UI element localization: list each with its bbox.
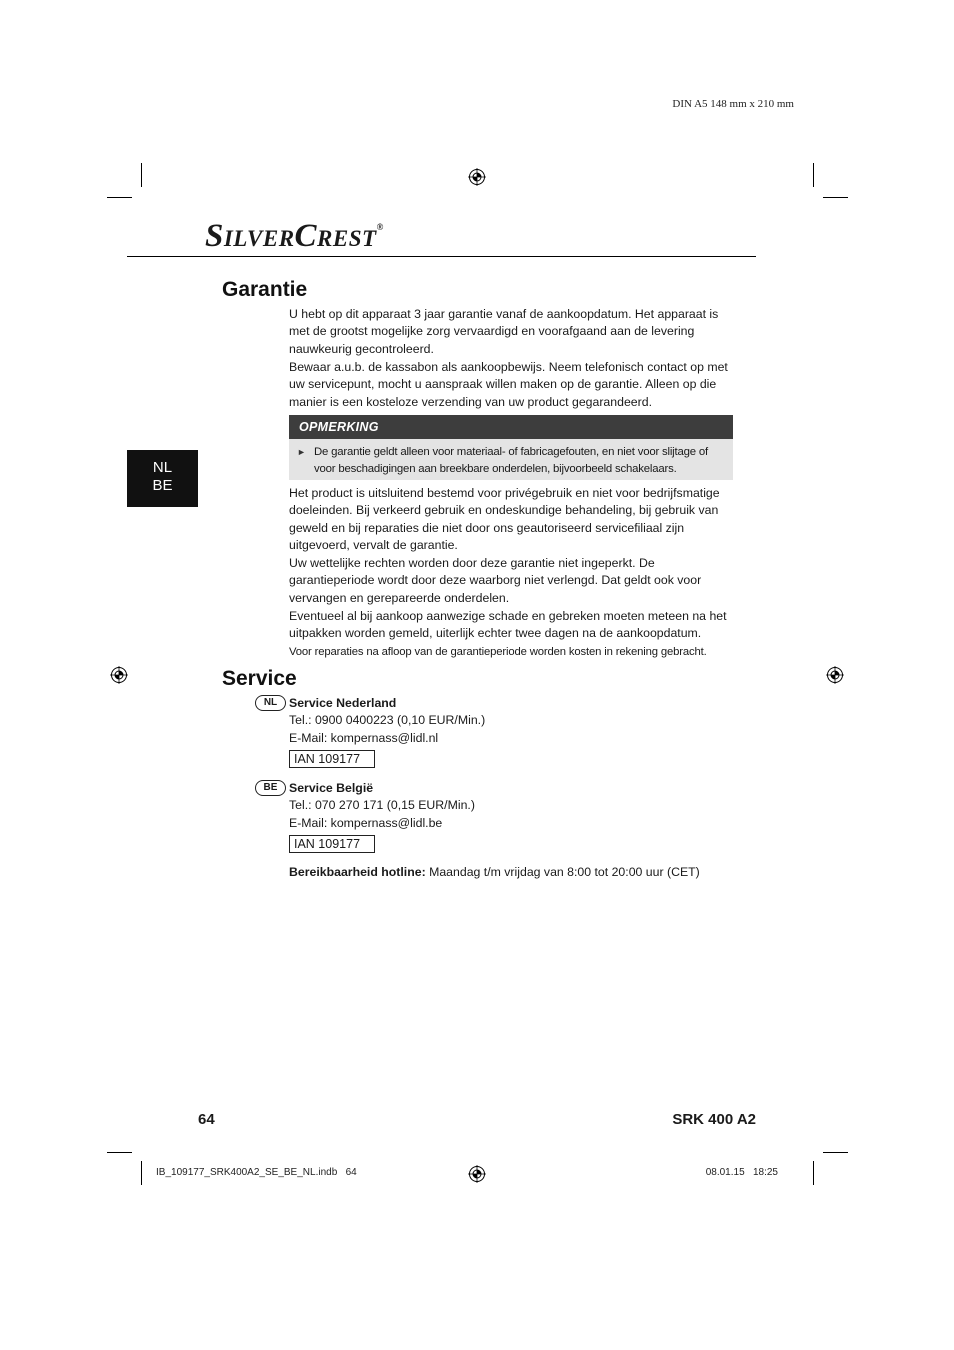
garantie-paragraph: Bewaar a.u.b. de kassabon als aankoopbewijs. Neem telefonisch contact op met uw servicepunt, mocht u aanspraak willen maken op de garantie. Alleen op die manier is een kosteloze verzending van uw product gegarandeerd. (289, 360, 728, 409)
header-rule (127, 256, 756, 257)
ian-box: IAN 109177 (289, 835, 375, 853)
crop-mark (141, 1161, 142, 1185)
note-header (289, 415, 733, 439)
hotline-text: Maandag t/m vrijdag van 8:00 tot 20:00 uur (CET) (425, 865, 700, 879)
crop-mark (141, 163, 142, 187)
language-tab: NL BE (127, 450, 198, 507)
hotline-info (289, 864, 734, 881)
date-slug: 08.01.15 18:25 (705, 1167, 778, 1178)
garantie-paragraph: Uw wettelijke rechten worden door deze garantie niet ingeperkt. De garantieperiode wordt door deze waarborg niet verlengd. Dat geldt ook voor vervangen en gerepareerde onderdelen. (289, 556, 702, 605)
note-body (289, 439, 733, 480)
garantie-paragraph: Het product is uitsluitend bestemd voor privégebruik en niet voor bedrijfsmatige doeleinden. Bij verkeerd gebruik en ondeskundige behandeling, bij gebruik van geweld en bij reparaties die niet door ons geautoriseerd servicefiliaal zijn uitgevoerd, vervalt de garantie. (289, 486, 720, 552)
service-nl-name: Service Nederland (289, 696, 397, 710)
note-heading: OPMERKING (299, 420, 379, 434)
model-number: SRK 400 A2 (672, 1111, 756, 1128)
crop-mark (823, 197, 848, 198)
crop-mark (813, 163, 814, 187)
garantie-paragraph: U hebt op dit apparaat 3 jaar garantie vanaf de aankoopdatum. Het apparaat is met de grootst mogelijke zorg vervaardigd en voorafgaand aan de levering nauwkeurig gecontroleerd. (289, 307, 719, 356)
service-be-email: E-Mail: kompernass@lidl.be (289, 816, 443, 830)
registration-mark-icon (468, 168, 486, 186)
note-text: De garantie geldt alleen voor materiaal- of fabricagefouten, en niet voor slijtage of voor beschadigingen aan breekbare onderdelen, bijvoorbeeld schakelaars. (314, 446, 708, 475)
file-slug: IB_109177_SRK400A2_SE_BE_NL.indb 64 (156, 1167, 357, 1178)
service-nl-tel: Tel.: 0900 0400223 (0,10 EUR/Min.) (289, 713, 486, 727)
garantie-paragraph: Voor reparaties na afloop van de garantieperiode worden kosten in rekening gebracht. (289, 646, 707, 658)
garantie-heading: Garantie (222, 278, 308, 301)
country-badge-nl: NL (255, 695, 286, 711)
silvercrest-logo: SILVERCREST® (205, 218, 384, 254)
service-nl-email: E-Mail: kompernass@lidl.nl (289, 731, 439, 745)
ian-box: IAN 109177 (289, 750, 375, 768)
service-be-tel: Tel.: 070 270 171 (0,15 EUR/Min.) (289, 798, 475, 812)
page-number: 64 (198, 1111, 215, 1128)
crop-mark (107, 1152, 132, 1153)
country-badge-be: BE (255, 780, 286, 796)
crop-mark (107, 197, 132, 198)
crop-mark (823, 1152, 848, 1153)
service-heading: Service (222, 667, 297, 690)
garantie-paragraph: Eventueel al bij aankoop aanwezige schade en gebreken moeten meteen na het uitpakken worden gemeld, uiterlijk echter twee dagen na de aankoopdatum. (289, 609, 727, 641)
bullet-arrow-icon: ► (297, 447, 306, 457)
hotline-label: Bereikbaarheid hotline: (289, 865, 426, 879)
paper-size-label: DIN A5 148 mm x 210 mm (672, 98, 794, 110)
service-be-name: Service België (289, 781, 374, 795)
registration-mark-icon (826, 666, 844, 684)
registration-mark-icon (110, 666, 128, 684)
crop-mark (813, 1161, 814, 1185)
registration-mark-icon (468, 1165, 486, 1183)
